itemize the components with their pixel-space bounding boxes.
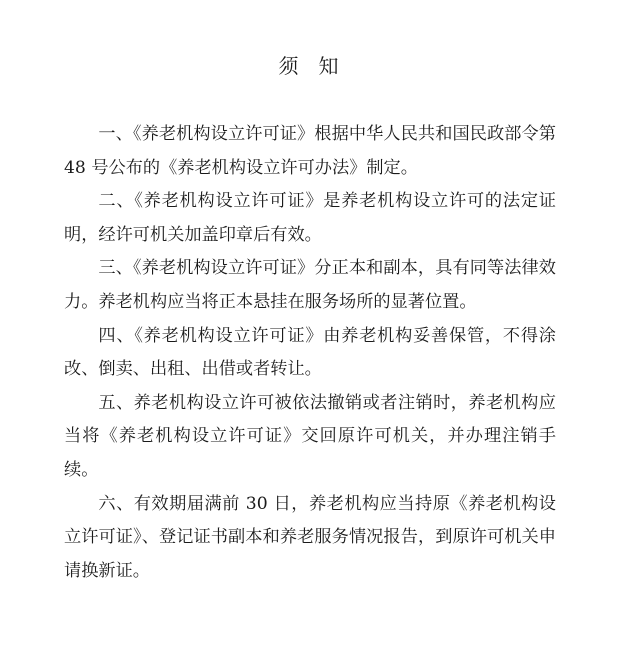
notice-paragraph-5: 五、养老机构设立许可被依法撤销或者注销时，养老机构应当将《养老机构设立许可证》交回原许可机关，并办理注销手续。: [64, 392, 556, 480]
page-title: 须 知: [278, 54, 339, 78]
notice-paragraph-2: 二、《养老机构设立许可证》是养老机构设立许可的法定证明，经许可机关加盖印章后有效。: [64, 191, 556, 245]
notice-paragraph-4: 四、《养老机构设立许可证》由养老机构妥善保管，不得涂改、倒卖、出租、出借或者转让。: [64, 325, 556, 380]
notice-paragraph-3: 三、《养老机构设立许可证》分正本和副本，具有同等法律效力。养老机构应当将正本悬挂在服务场所的显著位置。: [64, 258, 556, 312]
notice-body: [64, 118, 556, 588]
notice-paragraph-6: 六、有效期届满前 30 日，养老机构应当持原《养老机构设立许可证》、登记证书副本和养老服务情况报告，到原许可机关申请换新证。: [64, 493, 556, 581]
notice-paragraph-1: 一、《养老机构设立许可证》根据中华人民共和国民政部令第 48 号公布的《养老机构设立许可办法》制定。: [64, 124, 556, 178]
